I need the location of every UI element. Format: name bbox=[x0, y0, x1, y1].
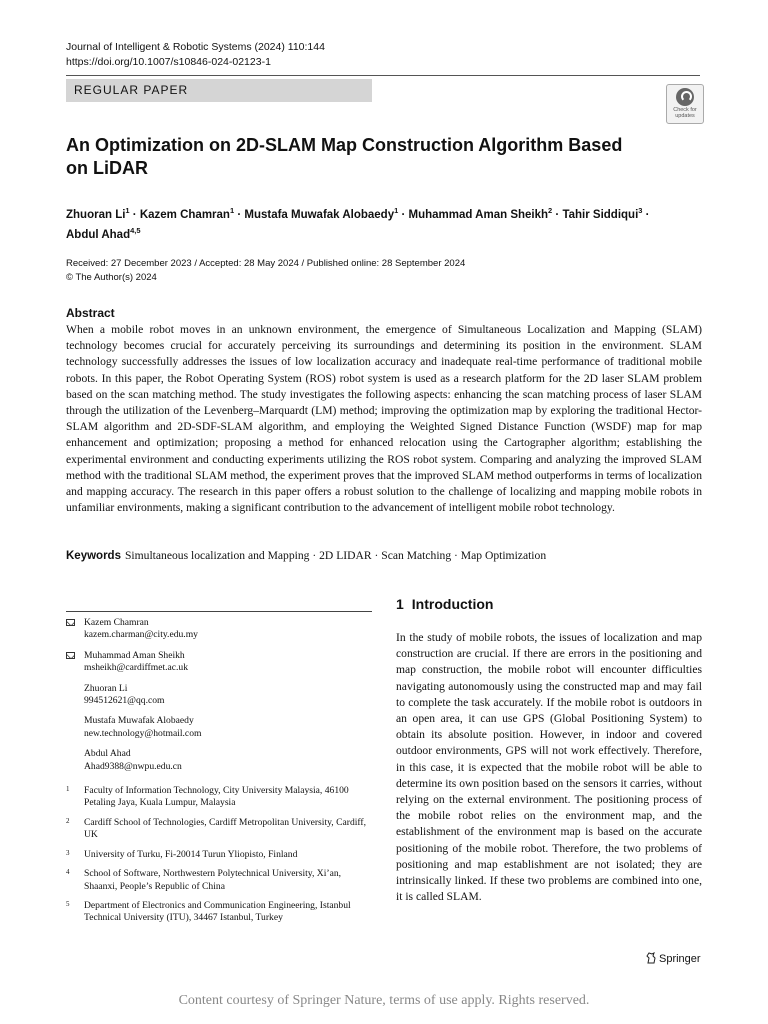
affiliation bbox=[66, 785, 372, 810]
affiliation-number: 4 bbox=[66, 868, 70, 877]
contact-name: Mustafa Muwafak Alobaedy bbox=[84, 715, 194, 727]
author-name[interactable] bbox=[408, 206, 553, 221]
author-name-text: Mustafa Muwafak Alobaedy bbox=[244, 208, 395, 221]
author-name[interactable] bbox=[66, 206, 130, 221]
author-separator: · bbox=[642, 208, 650, 221]
keywords-text: Simultaneous localization and Mapping · 2D LIDAR · Scan Matching · Map Optimization bbox=[124, 549, 547, 562]
envelope-icon bbox=[66, 652, 75, 659]
author-separator: · bbox=[234, 208, 245, 221]
affiliation-number: 3 bbox=[66, 848, 70, 857]
abstract-text: When a mobile robot moves in an unknown environment, the emergence of Simultaneous Localization and Mapping (SLAM) technology becomes crucial for accurately perceiving its surroundings and determining its position in the environment. SLAM technology successfully addresses the issues of low localization accuracy and inadequate real-time performance of traditional mobile robots. In this paper, the Robot Operating System (ROS) robot system is used as a research platform for the 2D laser SLAM problem based on the scan matching method. The study investigates the following aspects: enhancing the scan matching process of laser SLAM through the utilization of the Levenberg–Marquardt (LM) method; improving the optimization map by exploring the traditional Hector-SLAM algorithm and 2D-SDF-SLAM algorithm, and employing the Weighted Signed Distance Function (WSDF) map for map enhancement and optimization; proposing a method for enhanced relocation using the Cartographer algorithm; establishing the experimental environment and conducting experiments utilizing the ROS robot system. Comparing and analyzing the improved SLAM method with the traditional SLAM method, the experiment proves that the improved SLAM method outperforms in terms of localization and mapping accuracy. The research in this paper offers a robust solution to the challenge of localizing and mapping mobile robots in unfamiliar environments, making a significant contribution to the advancement of intelligent mobile robot technology. bbox=[66, 323, 702, 515]
introduction-heading bbox=[396, 596, 501, 612]
contact-email[interactable]: new.technology@hotmail.com bbox=[84, 727, 202, 739]
abstract-heading: Abstract bbox=[66, 306, 115, 320]
affiliation bbox=[66, 849, 372, 861]
affiliation-text: Cardiff School of Technologies, Cardiff Metropolitan University, Cardiff, UK bbox=[84, 816, 367, 841]
keywords-label: Keywords bbox=[66, 550, 121, 562]
author-affiliation-mark: 3 bbox=[638, 206, 643, 215]
crossmark-icon bbox=[676, 88, 694, 106]
author-affiliation-mark: 1 bbox=[394, 206, 399, 215]
contact-name: Abdul Ahad bbox=[84, 748, 131, 760]
affiliation-text: Department of Electronics and Communication Engineering, Istanbul Technical University (ITU), 34467 Istanbul, Turkey bbox=[84, 899, 351, 924]
journal-header bbox=[66, 40, 325, 70]
check-badge-label: Check for updates bbox=[673, 107, 697, 119]
affiliation bbox=[66, 868, 372, 893]
author-affiliation-mark: 1 bbox=[125, 206, 130, 215]
dates-line: Received: 27 December 2023 / Accepted: 28 May 2024 / Published online: 28 September 2024 bbox=[66, 258, 466, 269]
contact-name: Zhuoran Li bbox=[84, 682, 128, 694]
affiliation-number: 2 bbox=[66, 816, 70, 825]
author-list bbox=[66, 203, 686, 243]
author-contact bbox=[66, 617, 372, 642]
section-title: Introduction bbox=[411, 596, 494, 612]
author-contact bbox=[66, 683, 372, 708]
author-separator: · bbox=[129, 208, 140, 221]
paper-title: An Optimization on 2D-SLAM Map Construction Algorithm Based on LiDAR bbox=[66, 135, 623, 178]
contact-name: Kazem Chamran bbox=[84, 617, 149, 628]
author-name-text: Kazem Chamran bbox=[139, 208, 230, 221]
affiliation-text: School of Software, Northwestern Polytechnical University, Xi’an, Shaanxi, People’s Republic of China bbox=[84, 868, 342, 892]
introduction-text: In the study of mobile robots, the issues of localization and map construction are crucial. If there are errors in the positioning and map construction, the mobile robot will encounter difficulties navigating autonomously using the constructed map and may fail to complete the task accurately. If the mobile robot is outdoors in an open area, it can use GPS (Global Positioning System) to obtain its absolute position. However, in indoor and covered outdoor environments, GPS will not work effectively. Therefore, in this case, it is expected that the mobile robot will be able to determine its own position based on the sensors it carries, without relying on the external environment. The positioning process of the mobile robot relies on the environment map, and the establishment of the environment map is based on the accurate positioning of the mobile robot. Therefore, the two problems of positioning and map establishment are not isolated; they are intrinsically linked. If these two problems are combined into one, it is called SLAM. bbox=[396, 631, 702, 904]
paper-type-banner: REGULAR PAPER bbox=[66, 79, 372, 102]
journal-citation: Journal of Intelligent & Robotic Systems (2024) 110:144 bbox=[66, 41, 325, 53]
affiliation bbox=[66, 817, 372, 842]
author-name[interactable] bbox=[244, 206, 399, 221]
author-contact bbox=[66, 748, 372, 773]
author-name-text: Zhuoran Li bbox=[66, 208, 126, 221]
affiliation bbox=[66, 900, 372, 925]
keywords bbox=[66, 549, 702, 562]
author-affiliation-mark: 2 bbox=[548, 206, 553, 215]
author-affiliation-mark: 4,5 bbox=[130, 225, 141, 235]
page-footer: Content courtesy of Springer Nature, terms of use apply. Rights reserved. bbox=[178, 993, 590, 1008]
author-name[interactable] bbox=[562, 206, 643, 221]
contact-email[interactable]: msheikh@cardiffmet.ac.uk bbox=[84, 662, 189, 674]
affiliation-number: 1 bbox=[66, 785, 70, 794]
author-contact bbox=[66, 715, 372, 740]
author-affiliation-mark: 1 bbox=[229, 206, 235, 215]
copyright-line: © The Author(s) 2024 bbox=[66, 272, 157, 283]
author-separator: · bbox=[552, 208, 563, 221]
contact-email[interactable]: Ahad9388@nwpu.edu.cn bbox=[84, 760, 182, 772]
author-name-text: Tahir Siddiqui bbox=[562, 208, 639, 221]
contact-email[interactable]: 994512621@qq.com bbox=[84, 695, 165, 707]
author-contact bbox=[66, 650, 372, 675]
publication-dates bbox=[66, 257, 465, 285]
contact-email[interactable]: kazem.charman@city.edu.my bbox=[84, 629, 198, 641]
affiliation-text: University of Turku, Fi-20014 Turun Yliopisto, Finland bbox=[84, 848, 298, 860]
springer-horse-icon bbox=[646, 952, 656, 964]
section-number: 1 bbox=[396, 596, 404, 612]
publisher-logo bbox=[646, 952, 701, 965]
contact-name: Muhammad Aman Sheikh bbox=[84, 649, 185, 661]
publisher-name: Springer bbox=[659, 953, 701, 965]
author-name-text: Muhammad Aman Sheikh bbox=[408, 208, 549, 221]
author-name[interactable] bbox=[66, 225, 141, 241]
author-name-text: Abdul Ahad bbox=[66, 228, 131, 241]
check-for-updates-badge[interactable] bbox=[666, 84, 704, 124]
envelope-icon bbox=[66, 619, 75, 626]
author-info-column bbox=[66, 617, 372, 932]
doi-link[interactable]: https://doi.org/10.1007/s10846-024-02123-1 bbox=[66, 56, 271, 68]
affiliation-text: Faculty of Information Technology, City University Malaysia, 46100 Petaling Jaya, Kuala Lumpur, Malaysia bbox=[84, 785, 349, 809]
author-separator: · bbox=[398, 208, 409, 221]
footnote-rule bbox=[66, 611, 372, 612]
author-name[interactable] bbox=[139, 206, 235, 221]
affiliation-number: 5 bbox=[66, 899, 70, 908]
header-rule bbox=[66, 75, 700, 76]
